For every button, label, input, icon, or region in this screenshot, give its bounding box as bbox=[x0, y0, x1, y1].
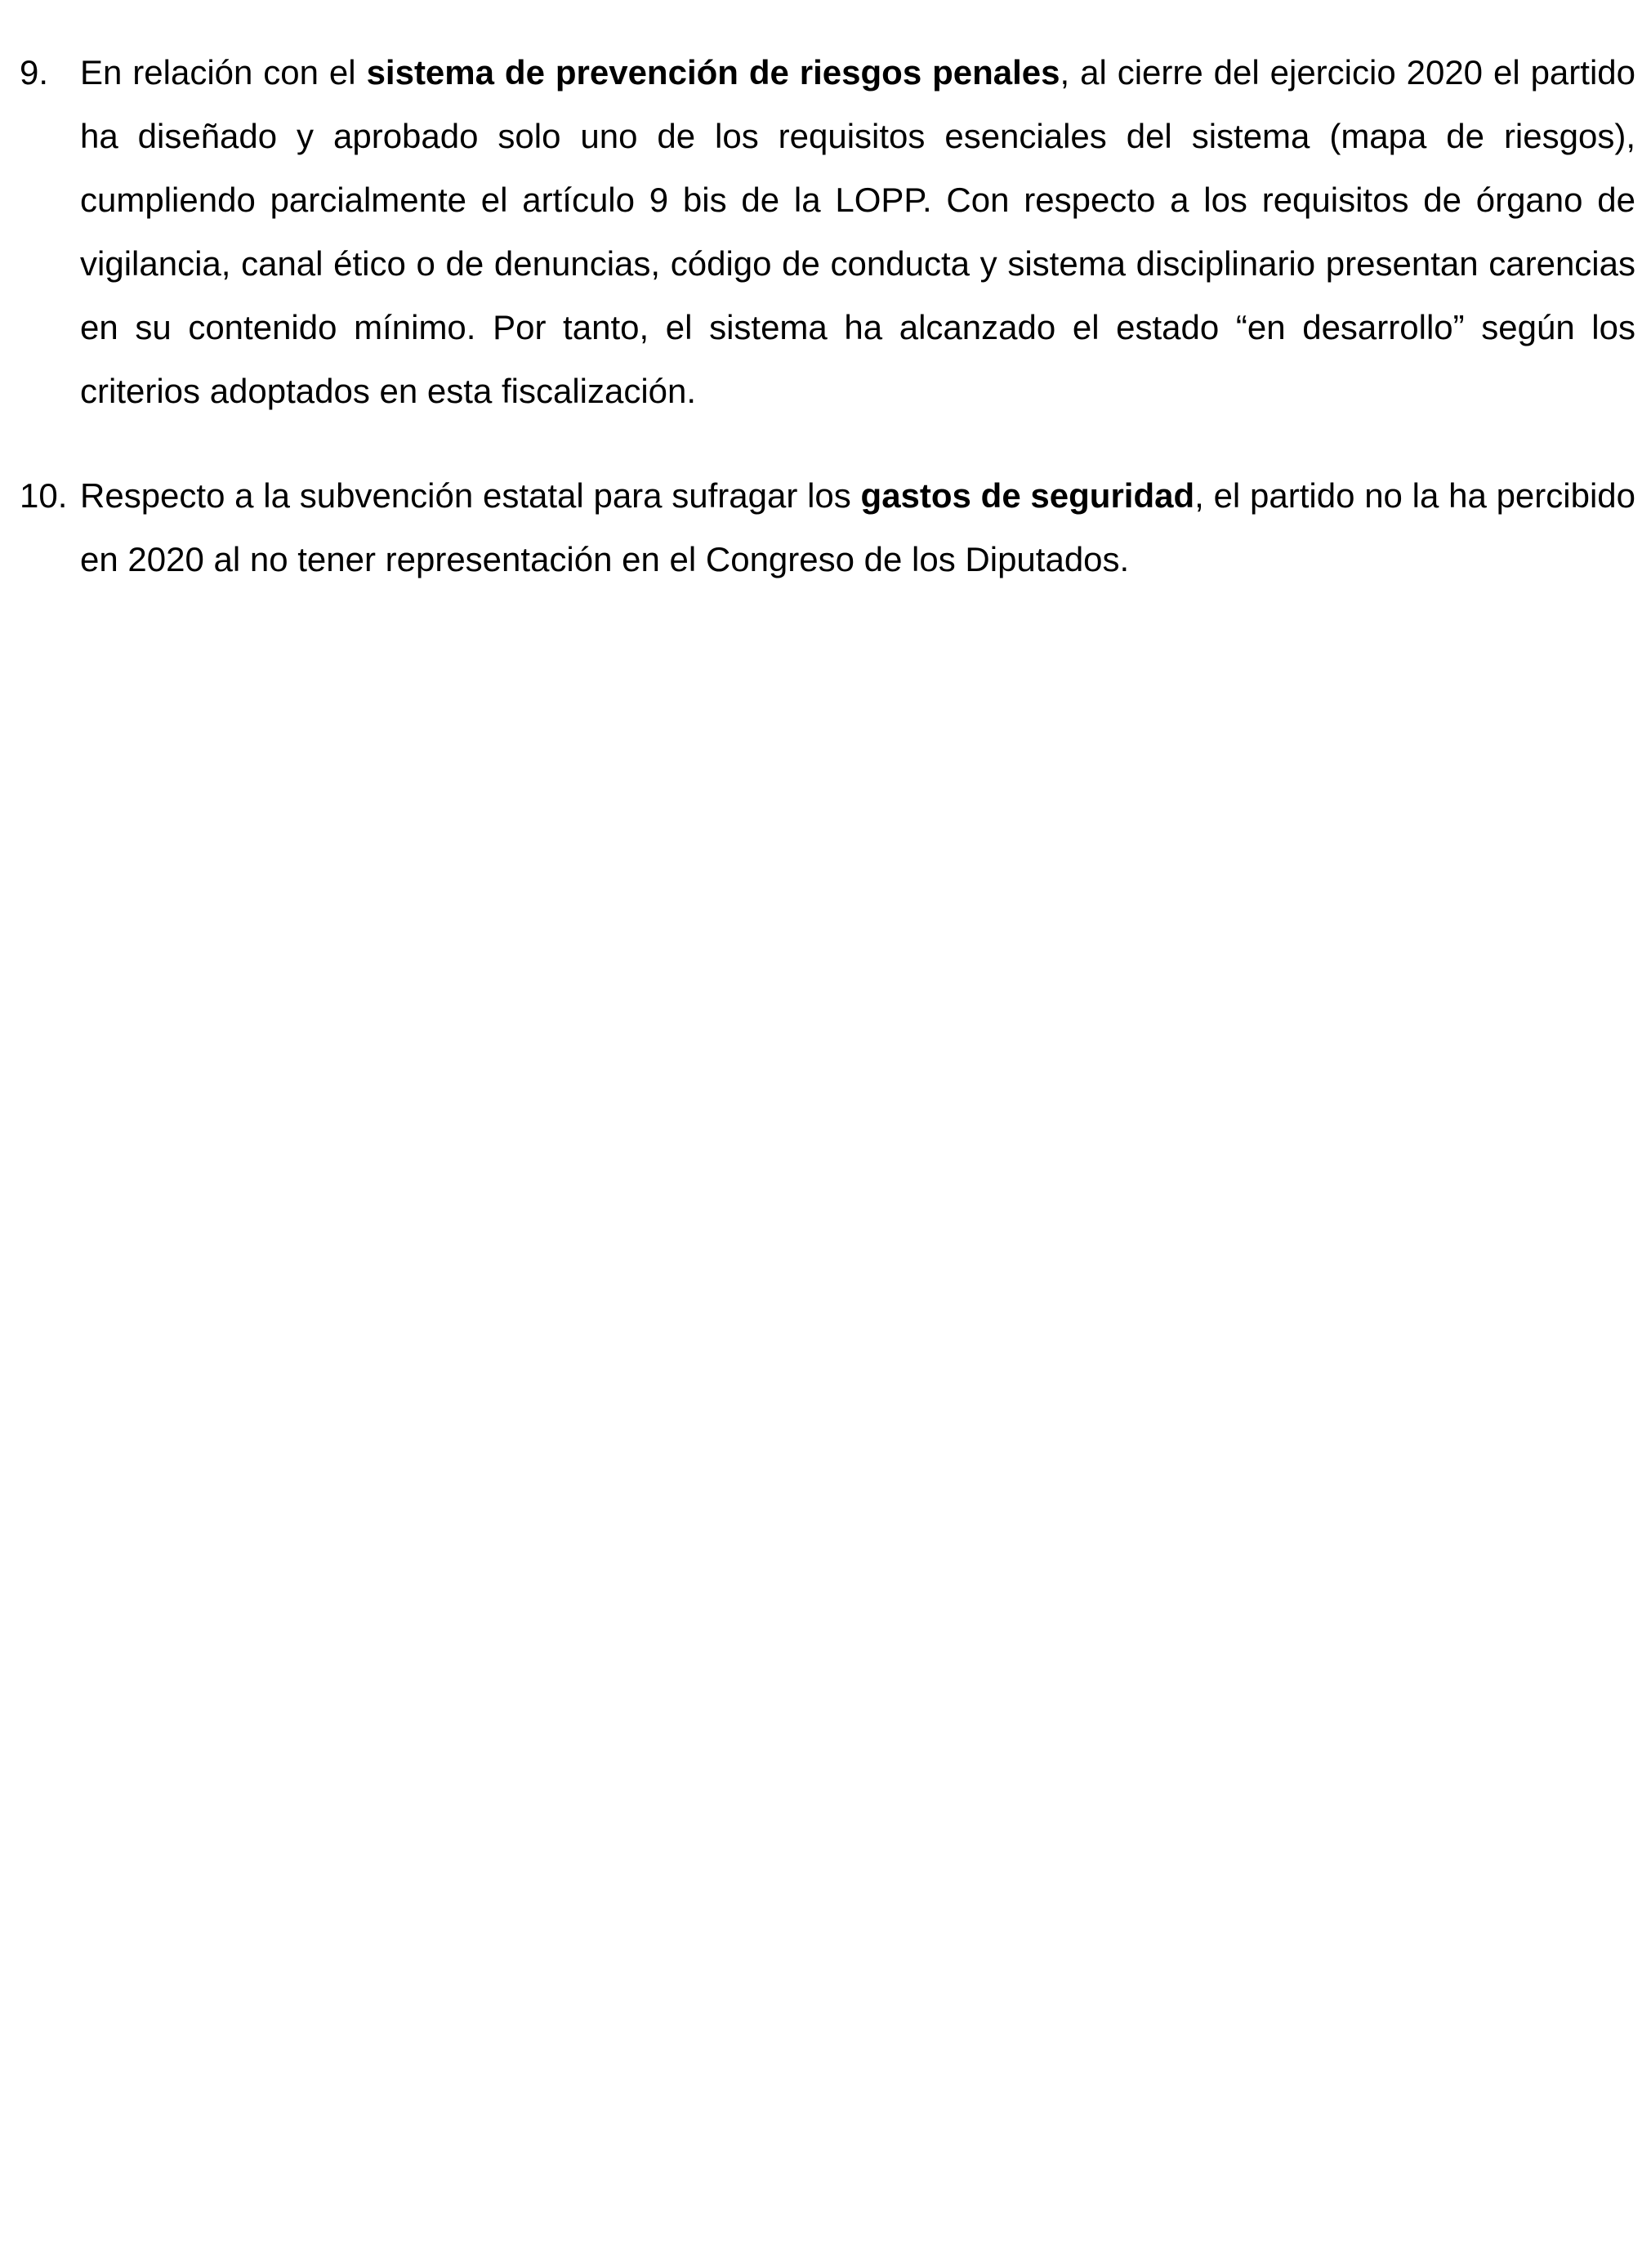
text-segment: , el partido no la ha percibido en 2020 al no tener representación en el Congreso de los Diputados. bbox=[80, 476, 1636, 578]
list-item-9 bbox=[20, 41, 1635, 423]
bold-text-segment: sistema de prevención de riesgos penales bbox=[366, 53, 1060, 92]
list-item-number: 9. bbox=[20, 53, 49, 92]
text-segment: , al cierre del ejercicio 2020 el partido ha diseñado y aprobado solo uno de los requisitos esenciales del sistema (mapa de riesgos), cumpliendo parcialmente el artículo 9 bis de la LOPP. Con respecto a los requisitos de órgano de vigilancia, canal ético o de denuncias, código de conducta y sistema disciplinario presentan carencias en su contenido mínimo. Por tanto, el sistema ha alcanzado el estado “en desarrollo” según los criterios adoptados en esta fiscalización. bbox=[80, 53, 1635, 410]
conclusions-list bbox=[20, 41, 1635, 592]
bold-text-segment: gastos de seguridad bbox=[860, 476, 1195, 515]
list-item-text bbox=[80, 53, 1635, 410]
text-segment: Respecto a la subvención estatal para sufragar los bbox=[80, 476, 861, 515]
list-item-text bbox=[80, 476, 1635, 578]
text-segment: En relación con el bbox=[80, 53, 367, 92]
list-item-10 bbox=[20, 464, 1635, 592]
list-item-number: 10. bbox=[20, 476, 68, 515]
